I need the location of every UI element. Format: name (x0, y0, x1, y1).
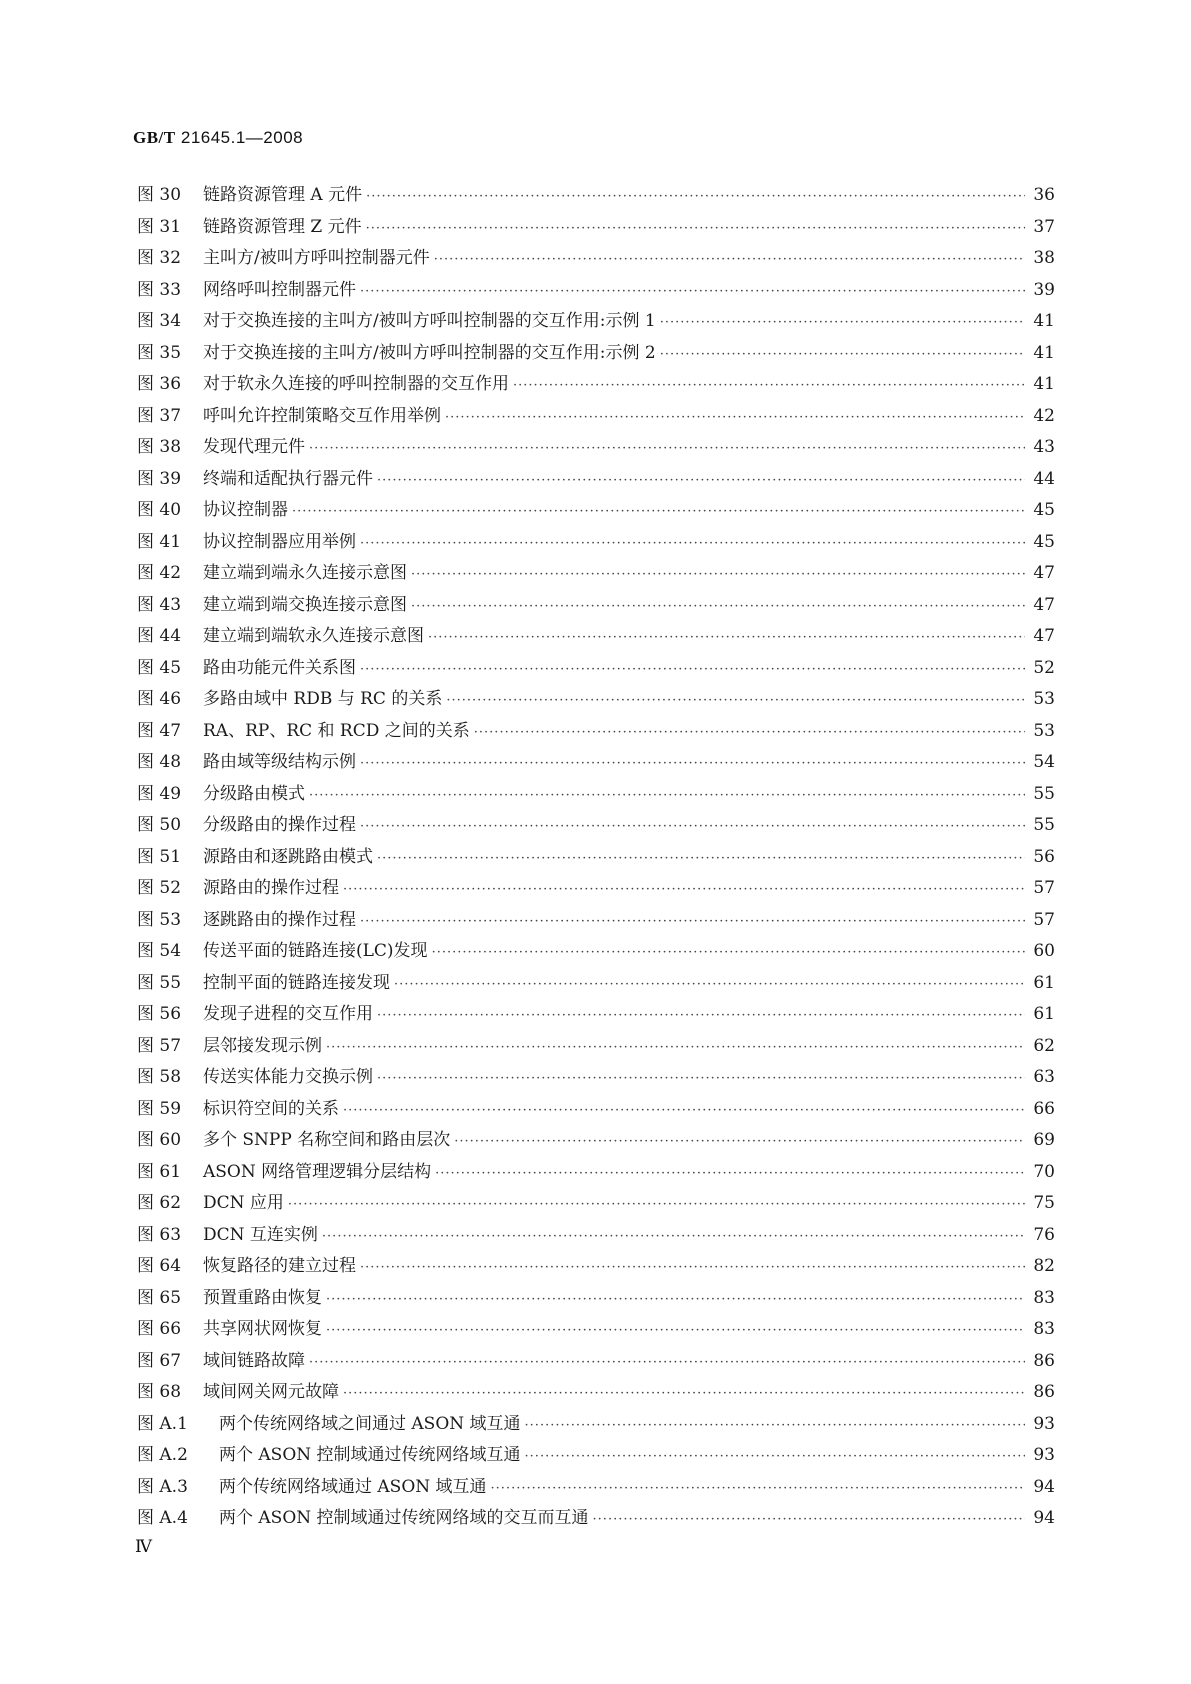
figure-title: 终端和适配执行器元件 (203, 468, 373, 489)
page-number: Ⅳ (135, 1537, 152, 1556)
figure-title: 发现代理元件 (203, 437, 305, 457)
figure-number: 图 44 (137, 626, 182, 646)
toc-entry[interactable] (137, 401, 1055, 433)
page-ref: 43 (1033, 437, 1055, 457)
toc-entry[interactable] (137, 464, 1055, 496)
document-header (133, 128, 303, 148)
page-ref: 57 (1033, 878, 1055, 898)
figure-number: 图 38 (137, 437, 182, 457)
figure-number: 图 39 (137, 468, 182, 489)
page-ref: 44 (1033, 468, 1055, 489)
figure-title: 两个传统网络域之间通过 ASON 域互通 (219, 1413, 521, 1434)
page-ref: 53 (1033, 720, 1055, 741)
toc-entry[interactable] (137, 369, 1055, 401)
dot-leader (454, 1134, 1025, 1149)
dot-leader (377, 1008, 1025, 1023)
figure-number: 图 55 (137, 972, 182, 993)
figure-title: 呼叫允许控制策略交互作用举例 (203, 405, 441, 426)
dot-leader (360, 284, 1025, 299)
figure-number: 图 32 (137, 248, 182, 268)
page-ref: 45 (1033, 531, 1055, 552)
dot-leader (394, 977, 1025, 992)
toc-entry[interactable] (137, 1157, 1055, 1189)
toc-entry[interactable] (137, 1409, 1055, 1441)
page-ref: 53 (1033, 689, 1055, 709)
dot-leader (432, 945, 1025, 960)
toc-entry[interactable] (137, 936, 1055, 968)
figure-number: 图 33 (137, 279, 182, 300)
dot-leader (377, 1071, 1025, 1086)
figure-title: 逐跳路由的操作过程 (203, 909, 356, 930)
figure-number: 图 47 (137, 720, 182, 741)
figure-number: 图 60 (137, 1130, 182, 1150)
page-ref: 83 (1033, 1287, 1055, 1308)
dot-leader (360, 756, 1025, 771)
figure-title: 主叫方/被叫方呼叫控制器元件 (203, 248, 430, 268)
toc-entry[interactable] (137, 180, 1055, 212)
figure-title: DCN 应用 (203, 1193, 284, 1213)
dot-leader (326, 1040, 1025, 1055)
figure-number: 图 42 (137, 563, 182, 583)
figure-title: 层邻接发现示例 (203, 1035, 322, 1056)
figure-number: 图 A.2 (137, 1445, 188, 1465)
page-ref: 37 (1033, 216, 1055, 237)
figure-number: 图 A.4 (137, 1508, 188, 1528)
dot-leader (377, 473, 1025, 488)
figure-title: 协议控制器 (203, 500, 288, 520)
dot-leader (360, 819, 1025, 834)
figure-title: 两个传统网络域通过 ASON 域互通 (219, 1476, 487, 1497)
figure-number: 图 A.1 (137, 1413, 188, 1434)
figure-number: 图 68 (137, 1382, 182, 1402)
page-ref: 55 (1033, 783, 1055, 804)
figure-title: 源路由和逐跳路由模式 (203, 846, 373, 867)
figure-number: 图 51 (137, 846, 182, 867)
toc-entry[interactable] (137, 873, 1055, 905)
page-ref: 38 (1033, 248, 1055, 268)
figure-number: 图 35 (137, 342, 182, 363)
dot-leader (377, 851, 1025, 866)
toc-entry[interactable] (137, 999, 1055, 1031)
figure-title: 共享网状网恢复 (203, 1319, 322, 1339)
figure-number: 图 48 (137, 752, 182, 772)
toc-entry[interactable] (137, 558, 1055, 590)
page-ref: 47 (1033, 594, 1055, 615)
figure-title: 链路资源管理 A 元件 (203, 185, 363, 205)
toc-entry[interactable] (137, 1125, 1055, 1157)
dot-leader (525, 1418, 1025, 1433)
page-ref: 61 (1033, 1004, 1055, 1024)
dot-leader (360, 1260, 1025, 1275)
figure-number: 图 43 (137, 594, 182, 615)
toc-entry[interactable] (137, 432, 1055, 464)
figure-number: 图 53 (137, 909, 182, 930)
figure-title: 多路由域中 RDB 与 RC 的关系 (203, 689, 443, 709)
dot-leader (343, 1386, 1025, 1401)
toc-entry[interactable] (137, 842, 1055, 874)
figure-title: 恢复路径的建立过程 (203, 1256, 356, 1276)
figure-title: ASON 网络管理逻辑分层结构 (203, 1161, 432, 1182)
figure-number: 图 40 (137, 500, 182, 520)
page-ref: 94 (1033, 1476, 1055, 1497)
figure-title: 建立端到端永久连接示意图 (203, 563, 407, 583)
figure-title: 域间网关网元故障 (203, 1382, 339, 1402)
figure-number: 图 62 (137, 1193, 182, 1213)
dot-leader (360, 662, 1025, 677)
dot-leader (593, 1512, 1025, 1527)
figure-number: 图 59 (137, 1098, 182, 1119)
dot-leader (309, 441, 1025, 456)
dot-leader (288, 1197, 1025, 1212)
toc-entry[interactable] (137, 338, 1055, 370)
dot-leader (322, 1229, 1025, 1244)
figure-title: 传送平面的链路连接(LC)发现 (203, 941, 428, 961)
toc-entry[interactable] (137, 1440, 1055, 1472)
figure-title: 协议控制器应用举例 (203, 531, 356, 552)
toc-entry[interactable] (137, 495, 1055, 527)
page-ref: 75 (1033, 1193, 1055, 1213)
figure-number: 图 52 (137, 878, 182, 898)
figure-title: 对于软永久连接的呼叫控制器的交互作用 (203, 374, 509, 394)
figure-number: 图 57 (137, 1035, 182, 1056)
figure-number: 图 63 (137, 1224, 182, 1245)
figure-title: 预置重路由恢复 (203, 1287, 322, 1308)
dot-leader (491, 1481, 1025, 1496)
figure-title: 建立端到端交换连接示意图 (203, 594, 407, 615)
page-ref: 47 (1033, 626, 1055, 646)
dot-leader (343, 882, 1025, 897)
figure-title: 对于交换连接的主叫方/被叫方呼叫控制器的交互作用:示例 1 (203, 311, 656, 331)
toc-entry[interactable] (137, 1503, 1055, 1535)
toc-entry[interactable] (137, 1188, 1055, 1220)
figure-title: 链路资源管理 Z 元件 (203, 216, 362, 237)
page-ref: 41 (1033, 311, 1055, 331)
toc-entry[interactable] (137, 1472, 1055, 1504)
page-ref: 61 (1033, 972, 1055, 993)
figure-title: 路由域等级结构示例 (203, 752, 356, 772)
dot-leader (445, 410, 1025, 425)
figure-title: 网络呼叫控制器元件 (203, 279, 356, 300)
dot-leader (326, 1323, 1025, 1338)
page-ref: 93 (1033, 1413, 1055, 1434)
toc-entry[interactable] (137, 747, 1055, 779)
toc-entry[interactable] (137, 1062, 1055, 1094)
toc-entry[interactable] (137, 212, 1055, 244)
figure-title: 域间链路故障 (203, 1350, 305, 1371)
toc-entry[interactable] (137, 653, 1055, 685)
figure-number: 图 30 (137, 185, 182, 205)
page-ref: 70 (1033, 1161, 1055, 1182)
dot-leader (326, 1292, 1025, 1307)
dot-leader (292, 504, 1025, 519)
toc-entry[interactable] (137, 527, 1055, 559)
dot-leader (360, 914, 1025, 929)
figure-list (137, 180, 1055, 1535)
page-ref: 39 (1033, 279, 1055, 300)
figure-title: 多个 SNPP 名称空间和路由层次 (203, 1130, 451, 1150)
figure-number: 图 58 (137, 1067, 182, 1087)
figure-number: 图 67 (137, 1350, 182, 1371)
figure-title: RA、RP、RC 和 RCD 之间的关系 (203, 720, 470, 741)
dot-leader (411, 567, 1025, 582)
page-ref: 41 (1033, 374, 1055, 394)
page-ref: 54 (1033, 752, 1055, 772)
toc-entry[interactable] (137, 968, 1055, 1000)
page-ref: 47 (1033, 563, 1055, 583)
page-ref: 57 (1033, 909, 1055, 930)
dot-leader (474, 725, 1025, 740)
figure-number: 图 37 (137, 405, 182, 426)
standard-number: 21645.1—2008 (180, 128, 304, 147)
toc-entry[interactable] (137, 684, 1055, 716)
toc-entry[interactable] (137, 1283, 1055, 1315)
figure-title: 控制平面的链路连接发现 (203, 972, 390, 993)
toc-entry[interactable] (137, 621, 1055, 653)
toc-entry[interactable] (137, 1251, 1055, 1283)
toc-entry[interactable] (137, 590, 1055, 622)
figure-title: 分级路由的操作过程 (203, 815, 356, 835)
dot-leader (660, 315, 1025, 330)
page-ref: 62 (1033, 1035, 1055, 1056)
page-ref: 63 (1033, 1067, 1055, 1087)
figure-number: 图 65 (137, 1287, 182, 1308)
figure-title: 发现子进程的交互作用 (203, 1004, 373, 1024)
dot-leader (309, 1355, 1025, 1370)
toc-entry[interactable] (137, 275, 1055, 307)
page-ref: 42 (1033, 405, 1055, 426)
dot-leader (411, 599, 1025, 614)
figure-number: 图 61 (137, 1161, 182, 1182)
page-ref: 66 (1033, 1098, 1055, 1119)
figure-title: 分级路由模式 (203, 783, 305, 804)
toc-entry[interactable] (137, 1220, 1055, 1252)
toc-entry[interactable] (137, 1031, 1055, 1063)
toc-entry[interactable] (137, 1377, 1055, 1409)
page-ref: 93 (1033, 1445, 1055, 1465)
page-ref: 36 (1033, 185, 1055, 205)
figure-number: 图 54 (137, 941, 182, 961)
toc-entry[interactable] (137, 716, 1055, 748)
figure-title: 传送实体能力交换示例 (203, 1067, 373, 1087)
dot-leader (366, 221, 1025, 236)
figure-number: 图 49 (137, 783, 182, 804)
dot-leader (343, 1103, 1025, 1118)
toc-entry[interactable] (137, 1094, 1055, 1126)
figure-number: 图 64 (137, 1256, 182, 1276)
figure-number: 图 41 (137, 531, 182, 552)
page-ref: 76 (1033, 1224, 1055, 1245)
figure-title: 两个 ASON 控制域通过传统网络域互通 (219, 1445, 521, 1465)
figure-number: 图 34 (137, 311, 182, 331)
dot-leader (309, 788, 1025, 803)
figure-title: 路由功能元件关系图 (203, 657, 356, 678)
standard-code: GB/T (133, 128, 176, 147)
toc-entry[interactable] (137, 243, 1055, 275)
page-ref: 69 (1033, 1130, 1055, 1150)
dot-leader (660, 347, 1025, 362)
toc-entry[interactable] (137, 1314, 1055, 1346)
page-ref: 55 (1033, 815, 1055, 835)
page-ref: 56 (1033, 846, 1055, 867)
figure-title: 源路由的操作过程 (203, 878, 339, 898)
figure-number: 图 45 (137, 657, 182, 678)
dot-leader (446, 693, 1025, 708)
toc-entry[interactable] (137, 306, 1055, 338)
dot-leader (513, 378, 1025, 393)
page-ref: 82 (1033, 1256, 1055, 1276)
dot-leader (434, 252, 1025, 267)
figure-number: 图 56 (137, 1004, 182, 1024)
page-ref: 86 (1033, 1382, 1055, 1402)
figure-number: 图 31 (137, 216, 182, 237)
toc-entry[interactable] (137, 1346, 1055, 1378)
figure-number: 图 36 (137, 374, 182, 394)
figure-title: 两个 ASON 控制域通过传统网络域的交互而互通 (219, 1508, 589, 1528)
figure-number: 图 46 (137, 689, 182, 709)
figure-title: 对于交换连接的主叫方/被叫方呼叫控制器的交互作用:示例 2 (203, 342, 656, 363)
figure-title: 标识符空间的关系 (203, 1098, 339, 1119)
page-ref: 45 (1033, 500, 1055, 520)
figure-title: DCN 互连实例 (203, 1224, 318, 1245)
page-ref: 86 (1033, 1350, 1055, 1371)
figure-title: 建立端到端软永久连接示意图 (203, 626, 424, 646)
dot-leader (366, 189, 1025, 204)
toc-entry[interactable] (137, 905, 1055, 937)
dot-leader (428, 630, 1025, 645)
toc-entry[interactable] (137, 779, 1055, 811)
figure-number: 图 A.3 (137, 1476, 188, 1497)
page-ref: 94 (1033, 1508, 1055, 1528)
dot-leader (525, 1449, 1025, 1464)
toc-entry[interactable] (137, 810, 1055, 842)
dot-leader (360, 536, 1025, 551)
figure-number: 图 66 (137, 1319, 182, 1339)
page-ref: 60 (1033, 941, 1055, 961)
figure-number: 图 50 (137, 815, 182, 835)
dot-leader (435, 1166, 1025, 1181)
page-ref: 41 (1033, 342, 1055, 363)
page-ref: 83 (1033, 1319, 1055, 1339)
page-ref: 52 (1033, 657, 1055, 678)
